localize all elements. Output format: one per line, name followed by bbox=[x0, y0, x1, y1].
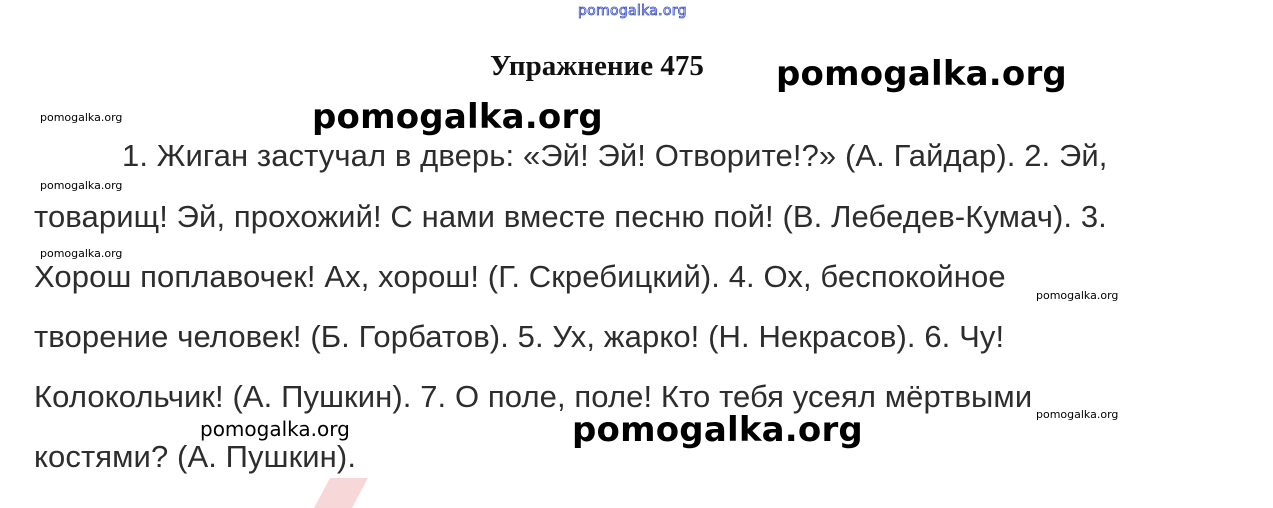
watermark-large-1: pomogalka.org bbox=[776, 54, 1067, 94]
text-line-5: Колокольчик! (А. Пушкин). 7. О поле, поле! Кто тебя усеял мёртвыми bbox=[34, 379, 1033, 414]
watermark-small-1: pomogalka.org bbox=[40, 111, 123, 124]
text-line-6: костями? (А. Пушкин). bbox=[34, 439, 357, 474]
text-line-1: 1. Жиган застучал в дверь: «Эй! Эй! Отворите!?» (А. Гайдар). 2. Эй, bbox=[122, 138, 1108, 173]
watermark-large-2: pomogalka.org bbox=[312, 97, 603, 137]
text-line-2: товарищ! Эй, прохожий! С нами вместе песню пой! (В. Лебедев-Кумач). 3. bbox=[34, 199, 1107, 234]
watermark-medium: pomogalka.org bbox=[200, 417, 350, 441]
watermark-large-3: pomogalka.org bbox=[572, 410, 863, 450]
watermark-small-3: pomogalka.org bbox=[40, 247, 123, 260]
watermark-small-5: pomogalka.org bbox=[1036, 408, 1119, 421]
watermark-top: pomogalka.org bbox=[578, 3, 687, 19]
text-line-4: творение человек! (Б. Горбатов). 5. Ух, жарко! (Н. Некрасов). 6. Чу! bbox=[34, 319, 1005, 354]
text-line-3: Хорош поплавочек! Ах, хорош! (Г. Скребицкий). 4. Ох, беспокойное bbox=[34, 259, 1006, 294]
watermark-small-4: pomogalka.org bbox=[1036, 289, 1119, 302]
watermark-small-2: pomogalka.org bbox=[40, 179, 123, 192]
exercise-title: Упражнение 475 bbox=[490, 50, 704, 82]
pink-stamp-fragment bbox=[314, 478, 368, 508]
